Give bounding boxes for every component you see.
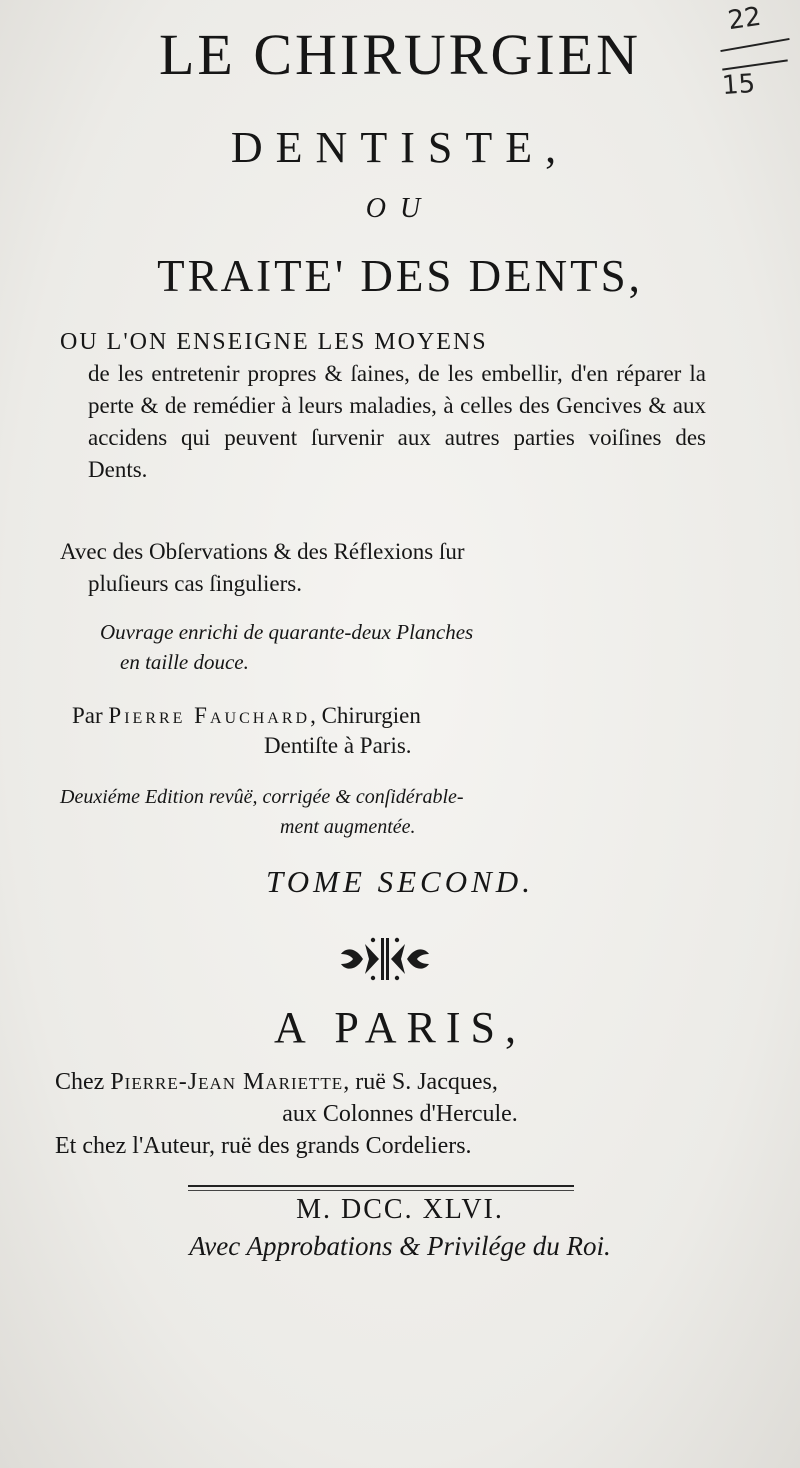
title-line-2: DENTISTE, [230, 123, 570, 172]
imprint-line-1 [55, 1066, 745, 1098]
author-line-1 [72, 701, 712, 731]
imprint-suffix: , ruë S. Jacques, [343, 1069, 498, 1095]
title-line-1: LE CHIRURGIEN [158, 22, 641, 87]
edition-line-2: ment augmentée. [280, 816, 416, 838]
fleuron-ornament-icon [335, 932, 435, 986]
author-name: Pierre Fauchard [108, 703, 311, 728]
observations-line-1: Avec des Obſervations & des Réflexions ſur [60, 539, 465, 564]
edition-paragraph [60, 782, 710, 842]
observations-paragraph [60, 536, 710, 600]
title-line-4: TRAITE' DES DENTS, [157, 251, 643, 301]
author-prefix: Par [72, 703, 103, 728]
author-suffix: , Chirurgien [310, 703, 421, 728]
plates-line-2: en taille douce. [120, 650, 249, 674]
edition-line-1: Deuxiéme Edition revûë, corrigée & conſidérable- [60, 786, 464, 808]
description-paragraph: de les entretenir propres & ſaines, de les embellir, d'en réparer la perte & de remédier à leurs maladies, à celles des Gencives & aux accidens qui peuvent ſurvenir aux autres parties voiſines des Dents. [88, 361, 706, 482]
imprint-city: A PARIS, [273, 1003, 527, 1052]
publication-date: M. DCC. XLVI. [296, 1194, 504, 1225]
divider-rule [188, 1185, 574, 1187]
approbation-line: Avec Approbations & Privilége du Roi. [189, 1231, 611, 1261]
volume-label: TOME SECOND. [266, 864, 534, 899]
author-line-2: Dentiſte à Paris. [264, 733, 412, 758]
imprint-line-3: Et chez l'Auteur, ruë des grands Cordeliers. [55, 1133, 472, 1159]
subtitle-heading: OU L'ON ENSEIGNE LES MOYENS [60, 329, 488, 355]
publisher-name: Pierre-Jean Mariette [110, 1069, 344, 1095]
divider-rule [188, 1190, 574, 1191]
imprint-prefix: Chez [55, 1069, 105, 1095]
plates-line-1: Ouvrage enrichi de quarante-deux Planches [100, 620, 474, 644]
plates-paragraph [100, 617, 680, 677]
title-line-3: OU [365, 193, 435, 224]
author-paragraph [72, 701, 712, 761]
shelfmark-top: 22 [726, 1, 764, 37]
shelfmark-bottom: 15 [720, 68, 757, 102]
imprint-line-2: aux Colonnes d'Hercule. [282, 1101, 518, 1127]
observations-line-2: pluſieurs cas ſinguliers. [88, 571, 302, 596]
